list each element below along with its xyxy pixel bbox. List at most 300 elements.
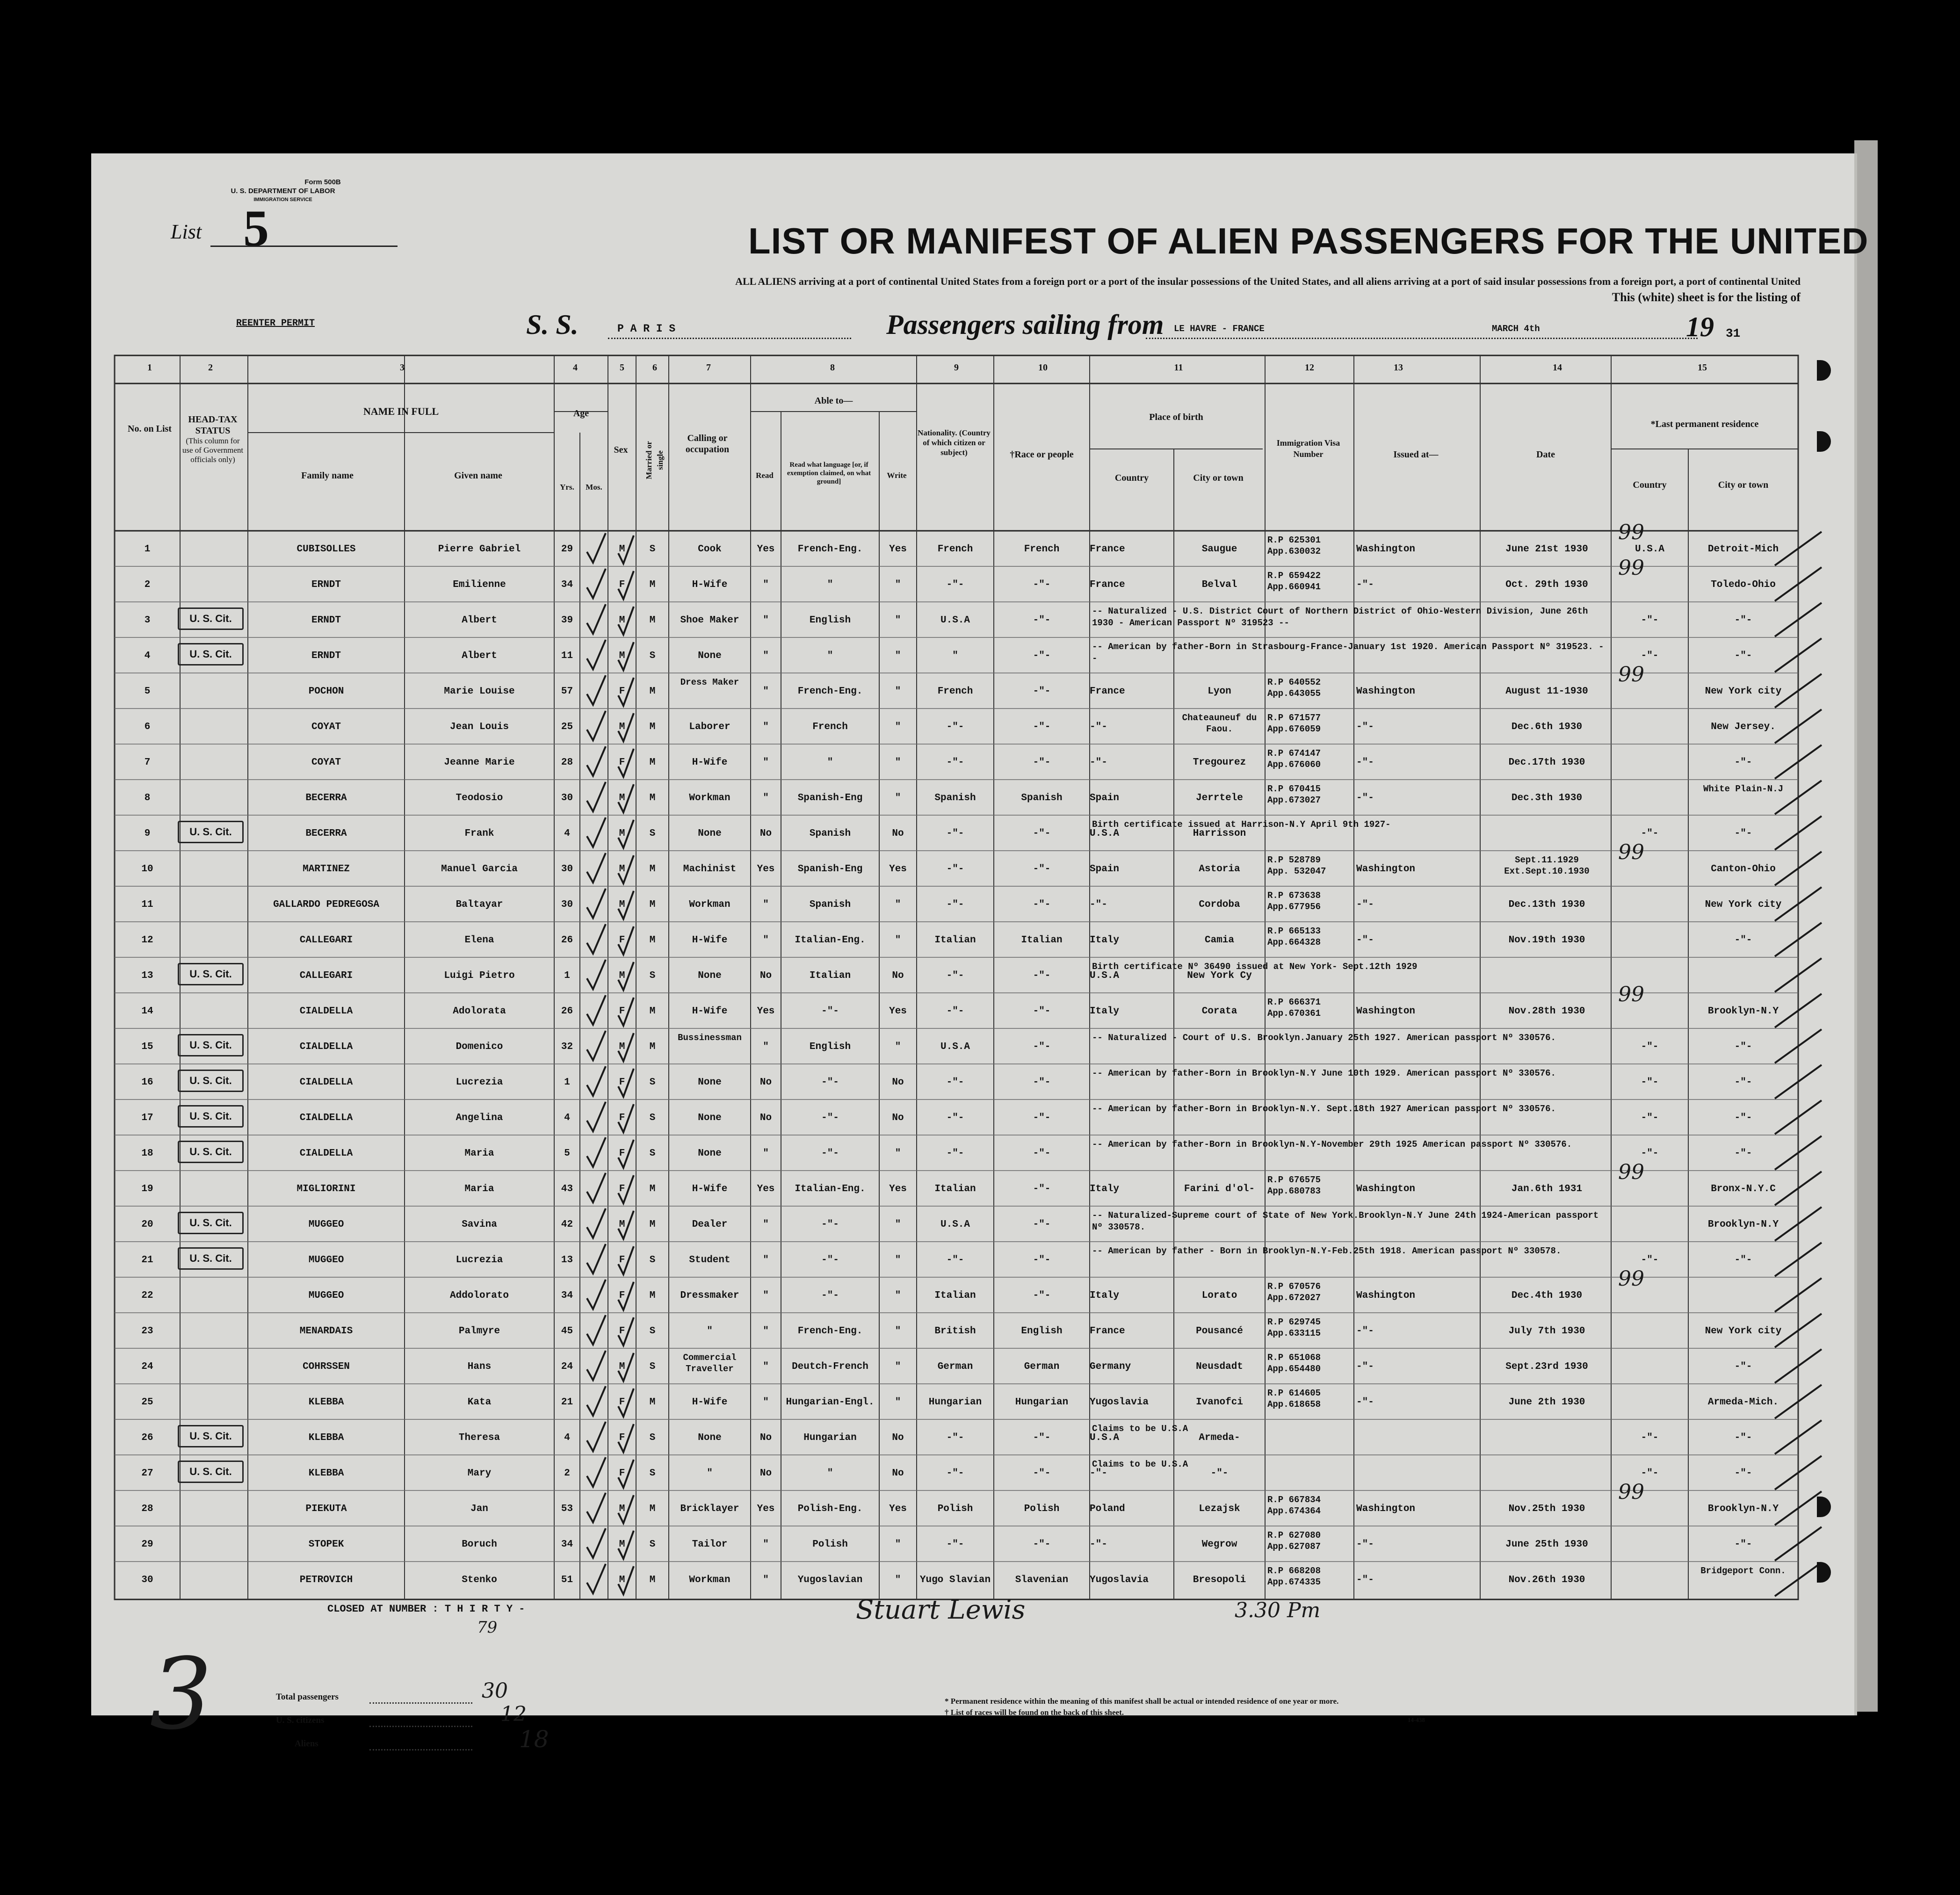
cell-ms: M <box>649 757 656 768</box>
cell-issued: Washington <box>1356 686 1416 697</box>
cell-sex: F <box>619 1113 625 1123</box>
cell-race: -"- <box>1033 722 1051 732</box>
cell-read: " <box>763 757 769 768</box>
cell-lang: Hungarian-Engl. <box>786 1397 875 1408</box>
cell-occ: Workman <box>689 899 730 910</box>
cell-bcountry: -"- <box>1090 757 1107 768</box>
cell-given: Frank <box>464 828 494 839</box>
cell-yrs: 43 <box>561 1184 573 1194</box>
cell-sex: M <box>619 793 625 803</box>
header-res-country: Country <box>1633 480 1667 490</box>
cell-nat: -"- <box>946 1077 964 1088</box>
cell-given: Albert <box>462 651 497 661</box>
cell-rcity: -"- <box>1734 1468 1752 1479</box>
cell-rcountry: -"- <box>1641 651 1659 661</box>
cell-ms: S <box>649 544 656 555</box>
cell-bcountry: -"- <box>1090 1468 1107 1479</box>
cell-nat: Polish <box>937 1504 973 1514</box>
cell-family: MUGGEO <box>308 1255 344 1266</box>
aliens-value: 18 <box>519 1726 549 1753</box>
cell-ms: S <box>649 1113 656 1123</box>
checkmark <box>587 817 606 847</box>
cell-nat: British <box>934 1326 976 1337</box>
cell-date: Sept.11.1929 Ext.Sept.10.1930 <box>1504 855 1590 876</box>
col-num-2: 2 <box>208 362 213 373</box>
header-res-city: City or town <box>1718 480 1769 490</box>
cell-family: PETROVICH <box>299 1575 353 1585</box>
cell-read: " <box>763 1575 769 1585</box>
handwritten-code: 99 <box>1618 1480 1644 1504</box>
cell-rcountry: -"- <box>1641 1042 1659 1052</box>
col-num-11: 11 <box>1174 362 1183 373</box>
footer-aliens-label: Aliens <box>295 1739 318 1749</box>
cell-nat: -"- <box>946 899 964 910</box>
sailing-from-label: Passengers sailing from <box>886 309 1164 340</box>
cell-lang: French <box>812 722 848 732</box>
cell-yrs: 11 <box>561 651 573 661</box>
cell-read: " <box>763 686 769 697</box>
cell-nat: -"- <box>946 1148 964 1159</box>
col-num-1: 1 <box>147 362 152 373</box>
cell-rcity: New York city <box>1705 1326 1782 1337</box>
ship-name: P A R I S <box>617 323 676 335</box>
cell-write: " <box>895 1326 901 1337</box>
cell-ms: M <box>649 1184 656 1194</box>
checkmark <box>587 1528 606 1558</box>
cell-rcountry: -"- <box>1641 1255 1659 1266</box>
cell-issued: -"- <box>1356 1361 1374 1372</box>
cell-n: 4 <box>144 651 151 661</box>
cell-read: " <box>763 1397 769 1408</box>
cell-race: -"- <box>1033 1290 1051 1301</box>
reenter-permit-stamp: REENTER PERMIT <box>236 318 315 329</box>
cell-issued: Washington <box>1356 1184 1416 1194</box>
cell-family: ERNDT <box>311 579 341 590</box>
cell-lang: English <box>809 615 851 626</box>
us-citizen-stamp: U. S. Cit. <box>178 1212 244 1234</box>
cell-read: Yes <box>757 1504 775 1514</box>
cell-rcountry: -"- <box>1641 1077 1659 1088</box>
cell-n: 11 <box>141 899 153 910</box>
cell-n: 28 <box>141 1504 153 1514</box>
list-label: List <box>171 220 202 243</box>
cell-yrs: 57 <box>561 686 573 697</box>
us-citizen-stamp: U. S. Cit. <box>178 643 244 665</box>
checkmark <box>587 1422 606 1451</box>
cell-bcity: Harrisson <box>1193 828 1246 839</box>
cell-rcity: Brooklyn-N.Y <box>1707 1219 1779 1230</box>
cell-read: " <box>763 651 769 661</box>
checkmark <box>587 1208 606 1238</box>
cell-write: " <box>895 757 901 768</box>
cell-occ: H-Wife <box>692 1006 728 1017</box>
cell-given: Palmyre <box>458 1326 500 1337</box>
header-given-name: Given name <box>454 470 502 481</box>
header-able-to: Able to— <box>814 396 853 406</box>
cell-lang: -"- <box>821 1113 839 1123</box>
cell-race: -"- <box>1033 615 1051 626</box>
cell-bcity: Tregourez <box>1193 757 1246 768</box>
footnote-residence: * Permanent residence within the meaning of this manifest shall be actual or intended residence of one year or more. <box>945 1697 1339 1706</box>
cell-ms: S <box>649 1468 656 1479</box>
cell-given: Jean Louis <box>449 722 509 732</box>
cell-visa: R.P 667834 App.674364 <box>1267 1495 1321 1516</box>
cell-nat: " <box>952 651 958 661</box>
cell-bcity: -"- <box>1210 1468 1229 1479</box>
cell-given: Teodosio <box>456 793 503 803</box>
col-num-13: 13 <box>1394 362 1403 373</box>
cell-race: -"- <box>1033 579 1051 590</box>
cell-read: Yes <box>757 1184 775 1194</box>
cell-family: CALLEGARI <box>299 970 353 981</box>
cell-sex: M <box>619 1042 625 1052</box>
cell-issued: Washington <box>1356 1290 1416 1301</box>
handwritten-code: 99 <box>1618 840 1644 864</box>
cell-nat: -"- <box>946 1255 964 1266</box>
cell-write: No <box>892 1077 904 1088</box>
cell-nat: French <box>937 686 973 697</box>
us-citizen-stamp: U. S. Cit. <box>178 963 244 985</box>
cell-ms: S <box>649 1326 656 1337</box>
cell-yrs: 13 <box>561 1255 573 1266</box>
cell-note: -- American by father-Born in Brooklyn-N.Y-November 29th 1925 American passport Nº 330576. <box>1092 1139 1572 1150</box>
header-name-in-full: NAME IN FULL <box>363 405 439 417</box>
cell-rcity: -"- <box>1734 1255 1752 1266</box>
cell-bcountry: Poland <box>1090 1504 1125 1514</box>
header-head-tax-note: (This column for use of Government officials only) <box>182 436 244 464</box>
cell-family: KLEBBA <box>308 1397 344 1408</box>
cell-ms: M <box>649 1575 656 1585</box>
cell-rcity: Toledo-Ohio <box>1711 579 1776 590</box>
cell-ms: S <box>649 828 656 839</box>
cell-nat: U.S.A <box>940 1219 970 1230</box>
col-num-5: 5 <box>620 362 624 373</box>
cell-write: " <box>895 1042 901 1052</box>
cell-date: Nov.26th 1930 <box>1508 1575 1585 1585</box>
cell-ms: M <box>649 1397 656 1408</box>
cell-ms: M <box>649 935 656 946</box>
cell-visa: R.P 640552 App.643055 <box>1267 677 1321 699</box>
cell-note: -- Naturalized - U.S. District Court of Northern District of Ohio-Western Division, June 26th 1930 - American Passport Nº 319523 -- <box>1092 606 1588 628</box>
cell-bcountry: -"- <box>1090 899 1107 910</box>
checkmark <box>587 924 606 954</box>
cell-yrs: 26 <box>561 935 573 946</box>
cell-ms: M <box>649 899 656 910</box>
cell-rcity: White Plain-N.J <box>1703 784 1784 794</box>
checkmark <box>587 1386 606 1416</box>
cell-rcity: New Jersey. <box>1711 722 1776 732</box>
cell-read: No <box>759 1113 772 1123</box>
cell-sex: M <box>619 544 625 555</box>
cell-nat: -"- <box>946 1432 964 1443</box>
cell-bcountry: Germany <box>1090 1361 1131 1372</box>
cell-family: CIALDELLA <box>299 1113 353 1123</box>
cell-n: 17 <box>141 1113 153 1123</box>
cell-rcountry: -"- <box>1641 615 1659 626</box>
cell-yrs: 30 <box>561 864 573 875</box>
cell-nat: -"- <box>946 828 964 839</box>
cell-occ: None <box>698 1148 722 1159</box>
cell-visa: R.P 625301 App.630032 <box>1267 535 1321 557</box>
cell-sex: M <box>619 1539 625 1550</box>
cell-read: No <box>759 970 772 981</box>
cell-read: " <box>763 579 769 590</box>
cell-occ: H-Wife <box>692 1397 728 1408</box>
cell-lang: -"- <box>821 1148 839 1159</box>
cell-issued: Washington <box>1356 544 1416 555</box>
cell-ms: M <box>649 1042 656 1052</box>
cell-note: -- American by father - Born in Brooklyn-N.Y-Feb.25th 1918. American passport Nº 330578. <box>1092 1246 1562 1256</box>
cell-race: -"- <box>1033 1113 1051 1123</box>
header-date: Date <box>1536 449 1555 460</box>
cell-sex: F <box>619 1397 625 1408</box>
cell-issued: -"- <box>1356 935 1374 946</box>
cell-bcountry: U.S.A <box>1090 970 1120 981</box>
cell-family: CIALDELLA <box>299 1077 353 1088</box>
cell-date: Jan.6th 1931 <box>1511 1184 1583 1194</box>
cell-lang: English <box>809 1042 851 1052</box>
aliens-dotline <box>369 1749 472 1750</box>
cell-n: 2 <box>144 579 151 590</box>
cell-occ: Workman <box>689 793 730 803</box>
cell-write: " <box>895 1219 901 1230</box>
cell-n: 14 <box>141 1006 153 1017</box>
cell-read: " <box>763 1219 769 1230</box>
cell-bcountry: Italy <box>1090 1184 1120 1194</box>
cell-race: -"- <box>1033 1255 1051 1266</box>
cell-yrs: 4 <box>564 828 570 839</box>
cell-race: -"- <box>1033 1077 1051 1088</box>
cell-visa: R.P 651068 App.654480 <box>1267 1353 1321 1374</box>
checkmark <box>587 1244 606 1273</box>
cell-family: BECERRA <box>305 828 347 839</box>
cell-visa: R.P 668208 App.674335 <box>1267 1566 1321 1587</box>
cell-nat: Italian <box>934 1290 976 1301</box>
header-birth-city: City or town <box>1193 473 1244 483</box>
cell-n: 13 <box>141 970 153 981</box>
cell-n: 26 <box>141 1432 153 1443</box>
department: U. S. DEPARTMENT OF LABOR <box>231 187 335 195</box>
cell-yrs: 4 <box>564 1432 570 1443</box>
cell-ms: S <box>649 1255 656 1266</box>
cell-sex: M <box>619 651 625 661</box>
cell-n: 9 <box>144 828 151 839</box>
cell-occ: None <box>698 651 722 661</box>
col-num-9: 9 <box>954 362 959 373</box>
handwritten-big-3: 3 <box>150 1637 212 1751</box>
cell-nat: -"- <box>946 1113 964 1123</box>
cell-nat: U.S.A <box>940 615 970 626</box>
checkmark <box>587 853 606 882</box>
cell-given: Jan <box>470 1504 488 1514</box>
cell-lang: -"- <box>821 1255 839 1266</box>
cell-given: Domenico <box>456 1042 503 1052</box>
cell-given: Mary <box>467 1468 492 1479</box>
cell-bcountry: France <box>1090 686 1125 697</box>
cell-rcity: -"- <box>1734 1539 1752 1550</box>
cell-read: " <box>763 935 769 946</box>
cell-visa: R.P 659422 App.660941 <box>1267 571 1321 592</box>
form-number: Form 500B <box>304 178 341 186</box>
cell-race: French <box>1024 544 1060 555</box>
cell-sex: F <box>619 1148 625 1159</box>
cell-write: " <box>895 722 901 732</box>
cell-race: -"- <box>1033 651 1051 661</box>
cell-lang: " <box>827 757 833 768</box>
cell-family: CIALDELLA <box>299 1042 353 1052</box>
cell-lang: Spanish <box>809 828 851 839</box>
cell-rcity: Detroit-Mich <box>1707 544 1779 555</box>
cell-write: Yes <box>889 864 907 875</box>
cell-nat: -"- <box>946 1539 964 1550</box>
cell-n: 24 <box>141 1361 153 1372</box>
cell-yrs: 29 <box>561 544 573 555</box>
cell-read: " <box>763 1290 769 1301</box>
cell-occ: None <box>698 1432 722 1443</box>
cell-visa: R.P 614605 App.618658 <box>1267 1388 1321 1410</box>
cell-family: KLEBBA <box>308 1468 344 1479</box>
cell-sex: M <box>619 864 625 875</box>
cell-write: No <box>892 828 904 839</box>
cell-visa: R.P 671577 App.676059 <box>1267 713 1321 734</box>
handwritten-code: 99 <box>1618 556 1644 580</box>
header-head-tax-title: HEAD-TAX STATUS <box>188 414 238 436</box>
cell-race: -"- <box>1033 864 1051 875</box>
cell-family: CIALDELLA <box>299 1148 353 1159</box>
cell-rcountry: -"- <box>1641 1432 1659 1443</box>
cell-given: Manuel Garcia <box>441 864 518 875</box>
us-citizen-stamp: U. S. Cit. <box>178 821 244 843</box>
cell-bcity: Ivanofci <box>1196 1397 1243 1408</box>
us-citizen-stamp: U. S. Cit. <box>178 1247 244 1270</box>
cell-sex: M <box>619 899 625 910</box>
cell-occ: Tailor <box>692 1539 728 1550</box>
cell-lang: French-Eng. <box>797 1326 863 1337</box>
cell-yrs: 51 <box>561 1575 573 1585</box>
cell-ms: M <box>649 579 656 590</box>
col-num-15: 15 <box>1698 362 1707 373</box>
cell-bcity: Bresopoli <box>1193 1575 1246 1585</box>
header-head-tax <box>180 414 246 464</box>
checkmark <box>587 1102 606 1131</box>
cell-sex: M <box>619 1361 625 1372</box>
cell-nat: Italian <box>934 935 976 946</box>
year-suffix: 31 <box>1726 326 1741 340</box>
cell-race: -"- <box>1033 757 1051 768</box>
cell-note: Claims to be U.S.A <box>1092 1424 1188 1434</box>
cell-bcountry: U.S.A <box>1090 828 1120 839</box>
cell-rcity: New York city <box>1705 686 1782 697</box>
cell-given: Maria <box>464 1184 494 1194</box>
cell-given: Albert <box>462 615 497 626</box>
footnote-races: † List of races will be found on the back of this sheet. <box>945 1708 1124 1717</box>
cell-nat: -"- <box>946 722 964 732</box>
cell-write: " <box>895 1290 901 1301</box>
cell-bcity: Neusdadt <box>1196 1361 1243 1372</box>
cell-n: 10 <box>141 864 153 875</box>
header-sex: Sex <box>614 445 628 455</box>
cell-sex: F <box>619 935 625 946</box>
handwritten-code: 99 <box>1618 521 1644 544</box>
checkmark <box>587 889 606 918</box>
header-place-of-birth: Place of birth <box>1149 412 1203 422</box>
cell-write: Yes <box>889 1504 907 1514</box>
cell-ms: M <box>649 864 656 875</box>
col-num-6: 6 <box>652 362 657 373</box>
cell-ms: M <box>649 1219 656 1230</box>
cell-race: -"- <box>1033 970 1051 981</box>
cell-note: -- Naturalized - Court of U.S. Brooklyn.January 25th 1927. American passport Nº 330576. <box>1092 1033 1556 1043</box>
cell-nat: -"- <box>946 1006 964 1017</box>
header-issued-at: Issued at— <box>1393 449 1439 460</box>
handwritten-code: 99 <box>1618 1160 1644 1184</box>
cell-note: Birth certificate issued at Harrison-N.Y April 9th 1927- <box>1092 819 1391 830</box>
cell-write: " <box>895 1148 901 1159</box>
cell-sex: F <box>619 757 625 768</box>
cell-sex: M <box>619 615 625 626</box>
cell-rcity: -"- <box>1734 935 1752 946</box>
cell-race: -"- <box>1033 899 1051 910</box>
col-num-14: 14 <box>1553 362 1562 373</box>
cell-write: No <box>892 1468 904 1479</box>
cell-sex: F <box>619 1077 625 1088</box>
footer-form-code: 14-438 <box>1408 1716 1425 1723</box>
cell-occ: Bricklayer <box>680 1504 739 1514</box>
cell-date: June 25th 1930 <box>1505 1539 1588 1550</box>
cell-race: -"- <box>1033 1539 1051 1550</box>
cell-visa: R.P 665133 App.664328 <box>1267 926 1321 948</box>
cell-occ: Cook <box>698 544 722 555</box>
header-birth-country: Country <box>1114 473 1149 483</box>
cell-read: No <box>759 1077 772 1088</box>
cell-sex: M <box>619 828 625 839</box>
cell-n: 29 <box>141 1539 153 1550</box>
header-write: Write <box>887 471 907 480</box>
cell-bcountry: France <box>1090 544 1125 555</box>
cell-n: 8 <box>144 793 151 803</box>
handwritten-code: 99 <box>1618 983 1644 1006</box>
cell-yrs: 4 <box>564 1113 570 1123</box>
cell-write: No <box>892 1113 904 1123</box>
cell-bcity: Saugue <box>1201 544 1237 555</box>
cell-occ: Machinist <box>683 864 737 875</box>
cell-occ: Shoe Maker <box>680 615 739 626</box>
cell-lang: Italian-Eng. <box>795 1184 866 1194</box>
cell-given: Elena <box>464 935 494 946</box>
cell-bcity: Jerrtele <box>1196 793 1243 803</box>
cell-yrs: 2 <box>564 1468 570 1479</box>
cell-n: 1 <box>144 544 151 555</box>
cell-lang: -"- <box>821 1290 839 1301</box>
cell-rcountry: U.S.A <box>1635 544 1664 555</box>
cell-visa: R.P 629745 App.633115 <box>1267 1317 1321 1338</box>
cell-visa: R.P 627080 App.627087 <box>1267 1530 1321 1552</box>
cell-bcity: Corata <box>1201 1006 1237 1017</box>
cell-yrs: 34 <box>561 1290 573 1301</box>
cell-occ: H-Wife <box>692 935 728 946</box>
cell-nat: -"- <box>946 1468 964 1479</box>
cell-issued: -"- <box>1356 1575 1374 1585</box>
cell-lang: -"- <box>821 1219 839 1230</box>
cell-given: Emilienne <box>453 579 506 590</box>
cell-n: 21 <box>141 1255 153 1266</box>
cell-ms: S <box>649 651 656 661</box>
cell-occ: None <box>698 1113 722 1123</box>
cell-given: Baltayar <box>456 899 503 910</box>
cell-yrs: 30 <box>561 899 573 910</box>
cell-bcity: Chateauneuf du Faou. <box>1182 713 1257 734</box>
checkmark <box>587 1351 606 1380</box>
